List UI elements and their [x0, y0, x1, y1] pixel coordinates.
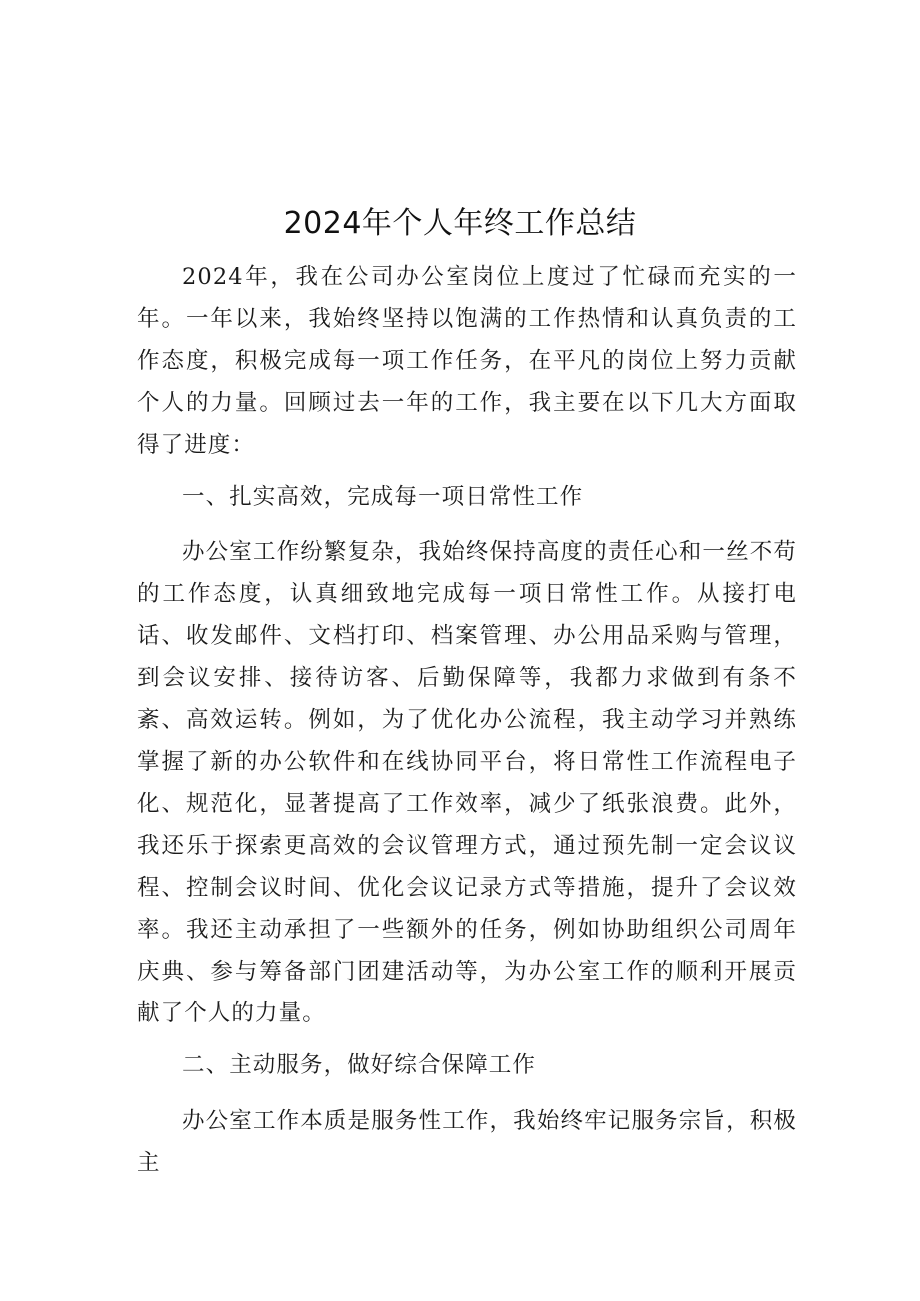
section-1-heading: 一、扎实高效，完成每一项日常性工作 [182, 483, 584, 510]
document-body [137, 257, 797, 1195]
section-2-paragraph: 办公室工作本质是服务性工作，我始终牢记服务宗旨，积极主 [137, 1108, 797, 1177]
document-title: 2024年个人年终工作总结 [283, 206, 637, 241]
intro-paragraph: 2024年，我在公司办公室岗位上度过了忙碌而充实的一年。一年以来，我始终坚持以饱满的工作热情和认真负责的工作态度，积极完成每一项工作任务，在平凡的岗位上努力贡献个人的力量。回顾过去一年的工作，我主要在以下几大方面取得了进度： [137, 264, 797, 458]
section-2-heading: 二、主动服务，做好综合保障工作 [182, 1052, 537, 1079]
section-1-paragraph: 办公室工作纷繁复杂，我始终保持高度的责任心和一丝不苟的工作态度，认真细致地完成每一项日常性工作。从接打电话、收发邮件、文档打印、档案管理、办公用品采购与管理，到会议安排、接待访客、后勤保障等，我都力求做到有条不紊、高效运转。例如，为了优化办公流程，我主动学习并熟练掌握了新的办公软件和在线协同平台，将日常性工作流程电子化、规范化，显著提高了工作效率，减少了纸张浪费。此外，我还乐于探索更高效的会议管理方式，通过预先制一定会议议程、控制会议时间、优化会议记录方式等措施，提升了会议效率。我还主动承担了一些额外的任务，例如协助组织公司周年庆典、参与筹备部门团建活动等，为办公室工作的顺利开展贡献了个人的力量。 [137, 539, 797, 1027]
